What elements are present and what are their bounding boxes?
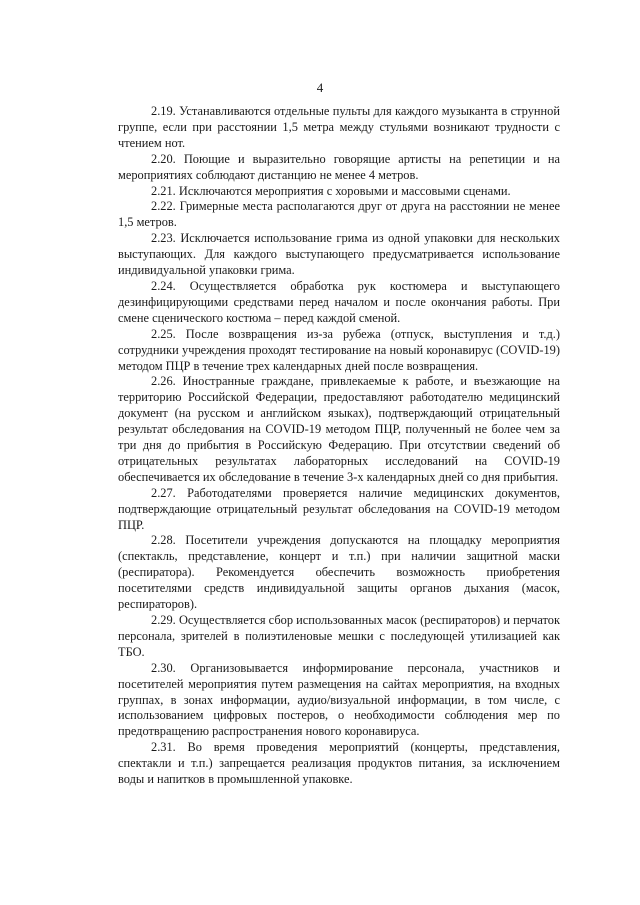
paragraph-2-31: 2.31. Во время проведения мероприятий (концерты, представления, спектакли и т.п.) запрещается реализация продуктов питания, за исключением воды и напитков в промышленной упаковке. — [118, 740, 560, 787]
paragraph-2-24: 2.24. Осуществляется обработка рук костюмера и выступающего дезинфицирующими средствами перед началом и после окончания работы. При смене сценического костюма – перед каждой сменой. — [118, 278, 560, 325]
paragraph-2-20: 2.20. Поющие и выразительно говорящие артисты на репетиции и на мероприятиях соблюдают дистанцию не менее 4 метров. — [118, 151, 560, 182]
paragraph-2-26: 2.26. Иностранные граждане, привлекаемые к работе, и въезжающие на территорию Российской Федерации, предоставляют работодателю медицинский документ (на русском и английском языках), подтверждающий отрицательный результат обследования на COVID-19 методом ПЦР, полученный не более чем за три дня до прибытия в Российскую Федерацию. При отсутствии сведений об отрицательных результатах лабораторных исследований на COVID-19 обеспечивается их обследование в течение 3-х календарных дней со дня прибытия. — [118, 374, 560, 484]
page-number: 4 — [316, 80, 324, 95]
paragraph-2-21: 2.21. Исключаются мероприятия с хоровыми и массовыми сценами. — [151, 183, 511, 198]
paragraph-2-22: 2.22. Гримерные места располагаются друг от друга на расстоянии не менее 1,5 метров. — [118, 199, 560, 230]
document-body — [118, 104, 560, 788]
paragraph-2-27: 2.27. Работодателями проверяется наличие медицинских документов, подтверждающие отрицательный результат обследования на COVID-19 методом ПЦР. — [118, 485, 560, 532]
paragraph-2-29: 2.29. Осуществляется сбор использованных масок (респираторов) и перчаток персонала, зрителей в полиэтиленовые мешки с последующей утилизацией как ТБО. — [118, 613, 560, 659]
paragraph-2-23: 2.23. Исключается использование грима из одной упаковки для нескольких выступающих. Для каждого выступающего предусматривается использование индивидуальной упаковки грима. — [118, 231, 560, 278]
paragraph-2-25: 2.25. После возвращения из-за рубежа (отпуск, выступления и т.д.) сотрудники учреждения проходят тестирование на новый коронавирус (COVID-19) методом ПЦР в течение трех календарных дней после возвращения. — [118, 326, 560, 373]
paragraph-2-19: 2.19. Устанавливаются отдельные пульты для каждого музыканта в струнной группе, если при расстоянии 1,5 метра между стульями возникают трудности с чтением нот. — [118, 104, 560, 150]
paragraph-2-30: 2.30. Организовывается информирование персонала, участников и посетителей мероприятия путем размещения на сайтах мероприятия, на входных группах, в зонах информации, аудио/визуальной информации, в том числе, с использованием цифровых постеров, о необходимости соблюдения мер по предотвращению распространения нового коронавируса. — [118, 660, 560, 739]
paragraph-2-28: 2.28. Посетители учреждения допускаются на площадку мероприятия (спектакль, представление, концерт и т.п.) при наличии защитной маски (респиратора). Рекомендуется обеспечить возможность приобретения посетителями средств индивидуальной защиты органов дыхания (масок, респираторов). — [118, 533, 560, 612]
